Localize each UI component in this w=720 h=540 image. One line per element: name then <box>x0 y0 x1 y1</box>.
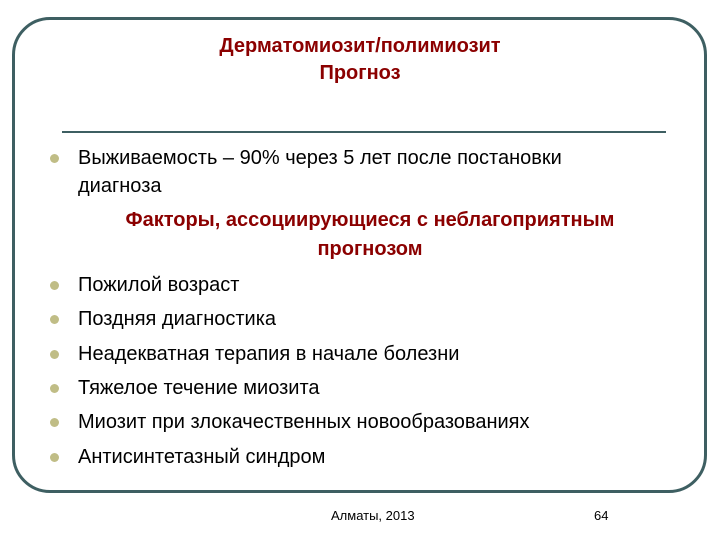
footer-text: Алматы, 2013 <box>331 508 415 523</box>
survival-text-line2: диагноза <box>78 175 162 197</box>
title-divider <box>62 131 666 133</box>
factors-heading-line1: Факторы, ассоциирующиеся с неблагоприятным <box>125 209 615 231</box>
factor-text: Неадекватная терапия в начале болезни <box>78 343 460 365</box>
bullet-icon <box>50 384 59 393</box>
factor-text: Поздняя диагностика <box>78 308 277 330</box>
factors-heading-line2: прогнозом <box>317 238 423 260</box>
page-number: 64 <box>594 508 609 523</box>
bullet-icon <box>50 418 59 427</box>
factor-text: Тяжелое течение миозита <box>78 377 320 399</box>
bullet-icon <box>50 350 59 359</box>
survival-text-line1: Выживаемость – 90% через 5 лет после постановки <box>78 147 562 169</box>
factor-text: Пожилой возраст <box>78 274 240 296</box>
bullet-icon <box>50 154 59 163</box>
bullet-icon <box>50 453 59 462</box>
factor-text: Миозит при злокачественных новообразованиях <box>78 411 530 433</box>
slide-title: Дерматомиозит/полимиозит <box>219 35 501 57</box>
bullet-icon <box>50 315 59 324</box>
slide-subtitle: Прогноз <box>319 62 401 84</box>
bullet-icon <box>50 281 59 290</box>
factor-text: Антисинтетазный синдром <box>78 446 326 468</box>
